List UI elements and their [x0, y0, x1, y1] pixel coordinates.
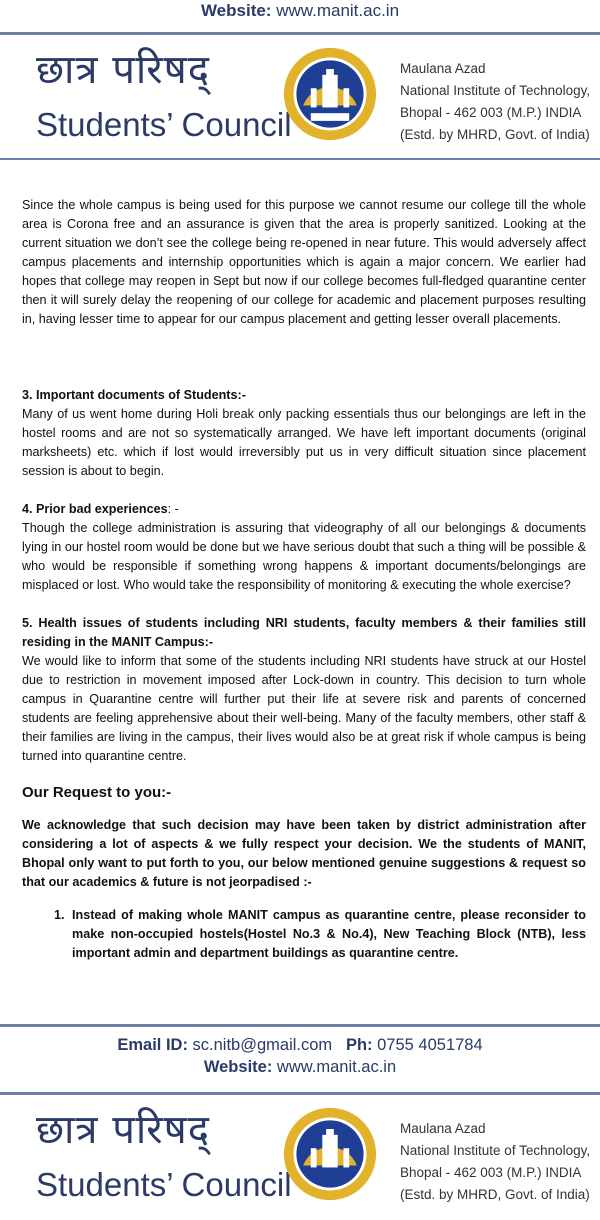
- address-line: Maulana Azad: [400, 61, 486, 76]
- section-heading-3: 3. Important documents of Students:-: [22, 388, 246, 402]
- footer-website-value: www.manit.ac.in: [276, 1058, 397, 1076]
- section-paragraph-3: Many of us went home during Holi break only packing essentials thus our belongings are left in the hostel rooms and are not so systematically arranged. We have left important documents (original marksheets) etc. which if lost would irreversibly put us in very difficult situation since placement session is about to begin.: [22, 407, 586, 478]
- letter-body: [22, 196, 586, 963]
- letterhead-rule-top: [0, 1092, 600, 1095]
- address-line: (Estd. by MHRD, Govt. of India): [400, 127, 590, 142]
- address-line: National Institute of Technology,: [400, 83, 591, 98]
- email-value: sc.nitb@gmail.com: [192, 1036, 333, 1054]
- email-label: Email ID:: [117, 1036, 188, 1054]
- letterhead-rule-bottom: [0, 158, 600, 160]
- hindi-title: छात्र परिषद्: [36, 47, 210, 93]
- request-paragraph: We acknowledge that such decision may have been taken by district administration after considering a lot of aspects & we fully respect your decision. We the students of MANIT, Bhopal only want to put forth to you, our below mentioned genuine suggestions & request so that our academics & future is not jeorpadised :-: [22, 818, 586, 889]
- manit-logo-icon: [282, 1106, 378, 1202]
- footer-contact: [0, 1034, 600, 1078]
- letterhead-rule-top: [0, 32, 600, 35]
- phone-label: Ph:: [345, 1036, 373, 1054]
- request-heading: Our Request to you:-: [22, 784, 172, 801]
- address-line: Bhopal - 462 003 (M.P.) INDIA: [400, 1165, 582, 1180]
- letterhead-top: [0, 32, 600, 160]
- institute-address: [400, 58, 590, 146]
- address-line: (Estd. by MHRD, Govt. of India): [400, 1187, 590, 1202]
- section-heading-4-suffix: : -: [167, 502, 179, 516]
- request-list: [22, 906, 586, 963]
- top-website-line: [0, 0, 600, 22]
- footer-website-label: Website:: [203, 1058, 273, 1076]
- footer-rule: [0, 1024, 600, 1027]
- address-line: Maulana Azad: [400, 1121, 486, 1136]
- section-heading-4-row: [22, 500, 586, 519]
- intro-paragraph: Since the whole campus is being used for this purpose we cannot resume our college till the whole area is Corona free and an assurance is given that the area is properly sanitized. Looking at the current situation we don’t see the college being re-opened in near future. This would adversely affect campus placements and internship opportunities which is again a major concern. We earlier had hopes that college may reopen in Sept but now if our college becomes full-fledged quarantine center then it will surely delay the reopening of our college for academic and placement purposes resulting in, having lesser time to appear for our campus placement and getting lesser overall placements.: [22, 198, 586, 326]
- website-value: www.manit.ac.in: [276, 1, 400, 20]
- address-line: Bhopal - 462 003 (M.P.) INDIA: [400, 105, 582, 120]
- section-paragraph-5: We would like to inform that some of the students including NRI students have struck at our Hostel due to restriction in movement imposed after Lock-down in country. This decision to turn whole campus in Quarantine centre will further put their life at severe risk and parents of concerned students are feeling apprehensive about their well-being. Many of the faculty members, other staff & their families are living in the campus, their lives would also be at great risk if whole campus is being turned into quarantine centre.: [22, 654, 586, 763]
- letterhead-bottom: [0, 1092, 600, 1220]
- english-title: Students’ Council: [36, 106, 292, 143]
- english-title: Students’ Council: [36, 1166, 292, 1203]
- section-heading-5: 5. Health issues of students including NRI students, faculty members & their families still residing in the MANIT Campus:-: [22, 616, 586, 649]
- website-label: Website:: [200, 1, 272, 20]
- section-heading-4: 4. Prior bad experiences: [22, 502, 168, 516]
- phone-value: 0755 4051784: [377, 1036, 483, 1054]
- address-line: National Institute of Technology,: [400, 1143, 591, 1158]
- section-paragraph-4: Though the college administration is assuring that videography of all our belongings & documents lying in our hostel room would be done but we have serious doubt that such a thing will be possible & who would be responsible if something wrong happens & important documents/belongings are misplaced or lost. Who would take the responsibility of monitoring & executing the whole exercise?: [22, 521, 586, 592]
- hindi-title: छात्र परिषद्: [36, 1107, 210, 1153]
- list-item: 1. Instead of making whole MANIT campus as quarantine centre, please reconsider to make non-occupied hostels(Hostel No.3 & No.4), New Teaching Block (NTB), less important admin and department buildings as quarantine centre.: [68, 906, 586, 963]
- manit-logo-icon: [282, 46, 378, 142]
- institute-address: [400, 1118, 590, 1206]
